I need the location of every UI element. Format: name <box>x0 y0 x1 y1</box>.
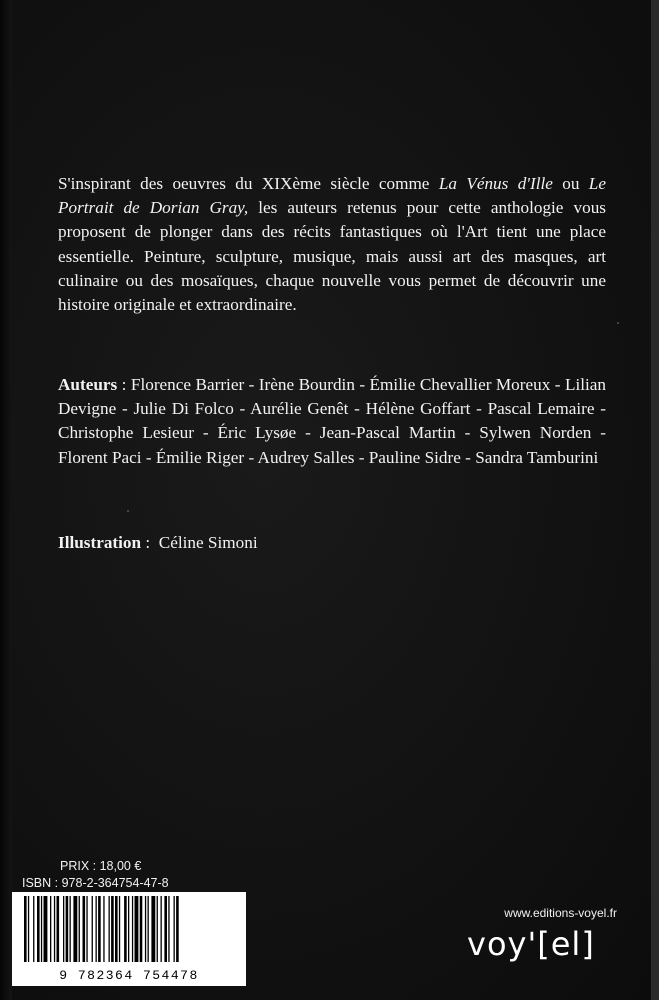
barcode <box>12 892 246 986</box>
price-text: PRIX : 18,00 € <box>60 859 142 873</box>
authors-paragraph <box>58 373 606 470</box>
synopsis-text-3: les auteurs retenus pour cette anthologie vous proposent de plonger dans des récits fantastiques où l'Art tient une place essentielle. Peinture, sculpture, musique, mais aussi art des masques, art culinaire ou des mosaïques, chaque nouvelle vous permet de découvrir une histoire originale et extraordinaire. <box>58 198 606 315</box>
price-isbn-block <box>22 858 250 892</box>
publisher-logo <box>467 920 617 968</box>
synopsis-text-1: S'inspirant des oeuvres du XIXème siècle comme <box>58 174 439 193</box>
isbn-text: ISBN : 978-2-364754-47-8 <box>22 876 169 890</box>
illustrator-name: Céline Simoni <box>158 533 258 552</box>
cover-right-edge <box>651 0 659 1000</box>
spine-edge <box>0 0 12 1000</box>
authors-separator: : <box>117 375 131 394</box>
authors-names: Florence Barrier - Irène Bourdin - Émilie Chevallier Moreux - Lilian Devigne - Julie Di Folco - Aurélie Genêt - Hélène Goffart - Pascal Lemaire - Christophe Lesieur - Éric Lysøe - Jean-Pascal Martin - Sylwen Norden - Florent Paci - Émilie Riger - Audrey Salles - Pauline Sidre - Sandra Tamburini <box>58 375 606 467</box>
illustration-separator: : <box>141 533 159 552</box>
barcode-bars <box>20 896 238 962</box>
synopsis-paragraph <box>58 172 606 317</box>
dust-speck <box>127 510 129 512</box>
book-title-venus: La Vénus d'Ille <box>438 174 553 193</box>
authors-label: Auteurs <box>58 375 118 394</box>
barcode-digits: 9 782364 754478 <box>59 968 199 983</box>
publisher-website: www.editions-voyel.fr <box>504 906 617 920</box>
illustration-credit <box>58 531 606 555</box>
publisher-logo-text: voy'[el] <box>467 925 595 963</box>
book-title-dorian-gray: Le Portrait de Dorian Gray, <box>58 174 606 218</box>
synopsis-text-2: ou <box>552 174 589 193</box>
illustration-label: Illustration <box>58 533 142 552</box>
dust-speck <box>617 322 619 324</box>
